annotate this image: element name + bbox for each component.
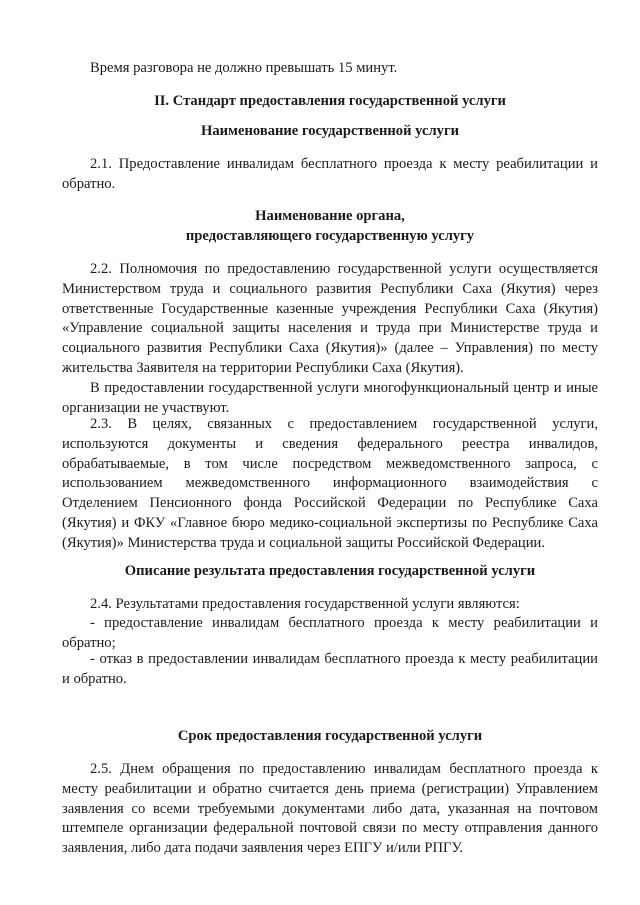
heading-organ (62, 207, 598, 247)
paragraph-2-3: 2.3. В целях, связанных с предоставлением государственной услуги, используются документы и сведения федерального реестра инвалидов, обрабатываемые, в том числе посредством межведомственного запроса, с использованием межведомственного информационного взаимодействия с Отделением Пенсионного фонда Российской Федерации по Республике Саха (Якутия) и ФКУ «Главное бюро медико-социальной экспертизы по Республике Саха (Якутия)» Министерства труда и социальной защиты Российской Федерации. (62, 416, 598, 551)
heading-service-name: Наименование государственной услуги (201, 123, 459, 139)
paragraph-2-1: 2.1. Предоставление инвалидам бесплатного проезда к месту реабилитации и обратно. (62, 156, 598, 192)
paragraph-2-5: 2.5. Днем обращения по предоставлению инвалидам бесплатного проезда к месту реабилитации и обратно считается день приема (регистрации) Управлением заявления со всеми требуемыми документами либо дата, указанная на почтовом штемпеле организации федеральной почтовой связи по месту отправления данного заявления, либо дата подачи заявления через ЕПГУ и/или РПГУ. (62, 761, 598, 857)
result-item-refusal: - отказ в предоставлении инвалидам бесплатного проезда к месту реабилитации и обратно. (62, 651, 598, 687)
heading-organ-line-1: Наименование органа, (255, 208, 405, 224)
heading-result: Описание результата предоставления государственной услуги (124, 563, 536, 579)
paragraph-2-4: 2.4. Результатами предоставления государственной услуги являются: (90, 596, 520, 612)
heading-organ-line-2: предоставляющего государственную услугу (185, 227, 475, 244)
paragraph-2-2: 2.2. Полномочия по предоставлению государственной услуги осуществляется Министерством труда и социального развития Республики Саха (Якутия) через ответственные Государственные казенные учреждения Республики Саха (Якутия) «Управление социальной защиты населения и труда при Министерстве труда и социального развития Республики Саха (Якутия)» (далее – Управления) по месту жительства Заявителя на территории Республики Саха (Якутия). (62, 261, 598, 376)
result-item-provision: - предоставление инвалидам бесплатного проезда к месту реабилитации и обратно; (62, 615, 598, 651)
section-title: II. Стандарт предоставления государственной услуги (154, 93, 506, 109)
intro-line: Время разговора не должно превышать 15 минут. (90, 60, 398, 76)
heading-term: Срок предоставления государственной услуги (177, 728, 483, 744)
paragraph-2-2-mfc: В предоставлении государственной услуги многофункциональный центр и иные организации не участвуют. (62, 380, 598, 416)
